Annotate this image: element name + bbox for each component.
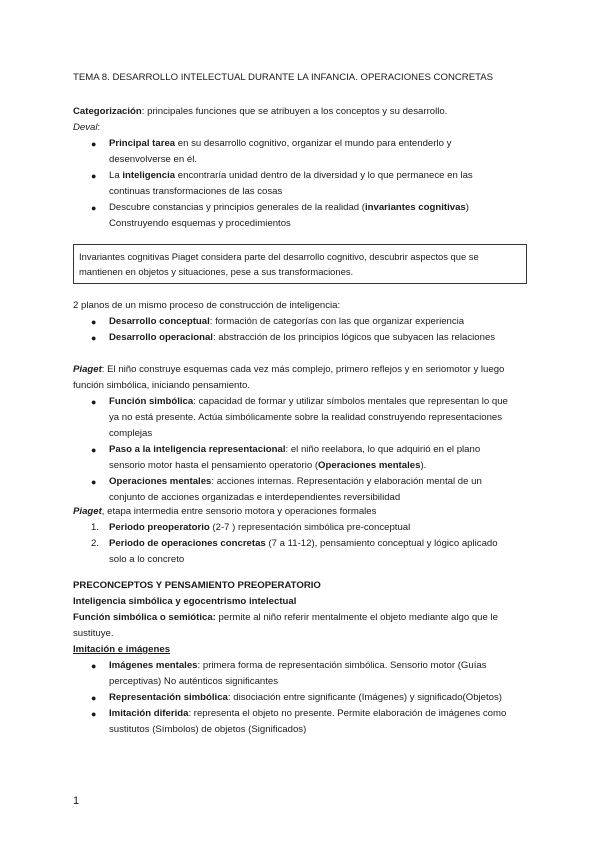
document-title: TEMA 8. DESARROLLO INTELECTUAL DURANTE LA INFANCIA. OPERACIONES CONCRETAS	[73, 72, 494, 83]
item-text: en su desarrollo cognitivo, organizar el mundo para entenderlo y	[175, 138, 452, 149]
funcion-paragraph	[73, 610, 498, 626]
bullet-icon: ●	[91, 477, 97, 487]
list-item-continuation: perceptivas) No auténticos significantes	[109, 676, 279, 687]
piaget-paragraph-continuation: función simbólica, iniciando pensamiento.	[73, 380, 251, 391]
box-line-2: mantienen en objetos y situaciones, pese a sus transformaciones.	[79, 266, 354, 277]
piaget-text: , etapa intermedia entre sensorio motora y operaciones formales	[101, 506, 377, 517]
list-item	[109, 690, 502, 706]
item-pre: Descubre constancias y principios generales de la realidad (	[109, 202, 365, 213]
piaget-paragraph	[73, 362, 504, 378]
bold-term: Paso a la inteligencia representacional	[109, 444, 286, 455]
item-text: (7 a 11-12), pensamiento conceptual y lógico aplicado	[265, 538, 498, 549]
item-text: : primera forma de representación simbólica. Sensorio motor (Guías	[197, 660, 487, 671]
bullet-icon: ●	[91, 661, 97, 671]
list-item-continuation: Construyendo esquemas y procedimientos	[109, 218, 291, 229]
bullet-icon: ●	[91, 171, 97, 181]
categorizacion-paragraph	[73, 104, 447, 120]
bullet-icon: ●	[91, 709, 97, 719]
bold-term: Operaciones mentales	[109, 476, 212, 487]
item-text: (2-7 ) representación simbólica pre-conceptual	[209, 522, 411, 533]
item-text: : abstracción de los principios lógicos que subyacen las relaciones	[212, 332, 496, 343]
list-item	[109, 658, 487, 674]
piaget-text: : El niño construye esquemas cada vez más complejo, primero reflejos y en seriomotor y luego	[101, 364, 505, 375]
piaget-author: Piaget	[73, 364, 102, 375]
list-item	[109, 314, 464, 330]
list-item	[109, 520, 410, 536]
item-text: : disociación entre significante (Imágenes) y significado(Objetos)	[227, 692, 502, 703]
imitacion-heading-text: Imitación e imágenes	[73, 644, 171, 655]
piaget-etapa-paragraph	[73, 504, 376, 520]
categorizacion-text: : principales funciones que se atribuyen a los conceptos y su desarrollo.	[141, 106, 448, 117]
bold-term: Función simbólica o semiótica:	[73, 612, 216, 623]
item-text: : acciones internas. Representación y elaboración mental de un	[211, 476, 482, 487]
deval-colon: :	[97, 122, 101, 133]
bold-term: Desarrollo operacional	[109, 332, 213, 343]
planos-intro: 2 planos de un mismo proceso de construcción de inteligencia:	[73, 300, 341, 311]
list-item	[109, 394, 508, 410]
bullet-icon: ●	[91, 445, 97, 455]
section-heading: PRECONCEPTOS Y PENSAMIENTO PREOPERATORIO	[73, 580, 321, 591]
bullet-icon: ●	[91, 203, 97, 213]
item-text: encontraría unidad dentro de la diversidad y lo que permanece en las	[175, 170, 473, 181]
list-number: 1.	[91, 522, 100, 533]
bullet-icon: ●	[91, 693, 97, 703]
bold-term: Representación simbólica	[109, 692, 228, 703]
item-text: : el niño reelabora, lo que adquirió en el plano	[285, 444, 481, 455]
list-item	[109, 200, 469, 216]
bold-term: Imágenes mentales	[109, 660, 198, 671]
bold-term: Función simbólica	[109, 396, 194, 407]
piaget-author: Piaget	[73, 506, 102, 517]
list-item-continuation	[109, 458, 426, 474]
funcion-paragraph-continuation: sustituye.	[73, 628, 114, 639]
item-pre: La	[109, 170, 123, 181]
deval-line	[73, 120, 100, 136]
list-item	[109, 474, 482, 490]
list-item	[109, 536, 498, 552]
imitacion-heading	[73, 642, 170, 658]
bold-term: Operaciones mentales	[318, 460, 421, 471]
list-item-continuation: ya no está presente. Actúa simbólicamente sobre la realidad construyendo representaciones	[109, 412, 503, 423]
list-item	[109, 706, 506, 722]
list-item	[109, 330, 495, 346]
list-number: 2.	[91, 538, 100, 549]
item-post: ).	[420, 460, 427, 471]
section-subheading: Inteligencia simbólica y egocentrismo intelectual	[73, 596, 297, 607]
item-pre: sensorio motor hasta el pensamiento operatorio (	[109, 460, 319, 471]
item-text: : formación de categorías con las que organizar experiencia	[209, 316, 465, 327]
list-item	[109, 136, 451, 152]
categorizacion-label: Categorización	[73, 106, 142, 117]
bold-term: Periodo preoperatorio	[109, 522, 210, 533]
item-post: )	[465, 202, 469, 213]
item-text: permite al niño referir mentalmente el objeto mediante algo que le	[215, 612, 498, 623]
list-item-continuation: conjunto de acciones organizadas e interdependientes reversibilidad	[109, 492, 401, 503]
list-item-continuation: sustitutos (Símbolos) de objetos (Significados)	[109, 724, 307, 735]
list-item	[109, 442, 480, 458]
bold-term: Periodo de operaciones concretas	[109, 538, 266, 549]
bold-term: Desarrollo conceptual	[109, 316, 210, 327]
bold-term: Principal tarea	[109, 138, 176, 149]
list-item-continuation: solo a lo concreto	[109, 554, 185, 565]
item-text: : capacidad de formar y utilizar símbolos mentales que representan lo que	[193, 396, 508, 407]
bold-term: Imitación diferida	[109, 708, 189, 719]
bullet-icon: ●	[91, 139, 97, 149]
deval-author: Deval	[73, 122, 98, 133]
bullet-icon: ●	[91, 333, 97, 343]
definition-box	[73, 244, 527, 284]
item-text: : representa el objeto no presente. Permite elaboración de imágenes como	[188, 708, 507, 719]
list-item-continuation: continuas transformaciones de las cosas	[109, 186, 283, 197]
box-line-1: Invariantes cognitivas Piaget considera parte del desarrollo cognitivo, descubrir aspectos que se	[79, 251, 479, 262]
bullet-icon: ●	[91, 317, 97, 327]
bold-term: inteligencia	[122, 170, 176, 181]
bold-term: invariantes cognitivas	[364, 202, 466, 213]
page-number: 1	[73, 795, 80, 807]
list-item-continuation: complejas	[109, 428, 153, 439]
list-item	[109, 168, 473, 184]
bullet-icon: ●	[91, 397, 97, 407]
list-item-continuation: desenvolverse en él.	[109, 154, 197, 165]
